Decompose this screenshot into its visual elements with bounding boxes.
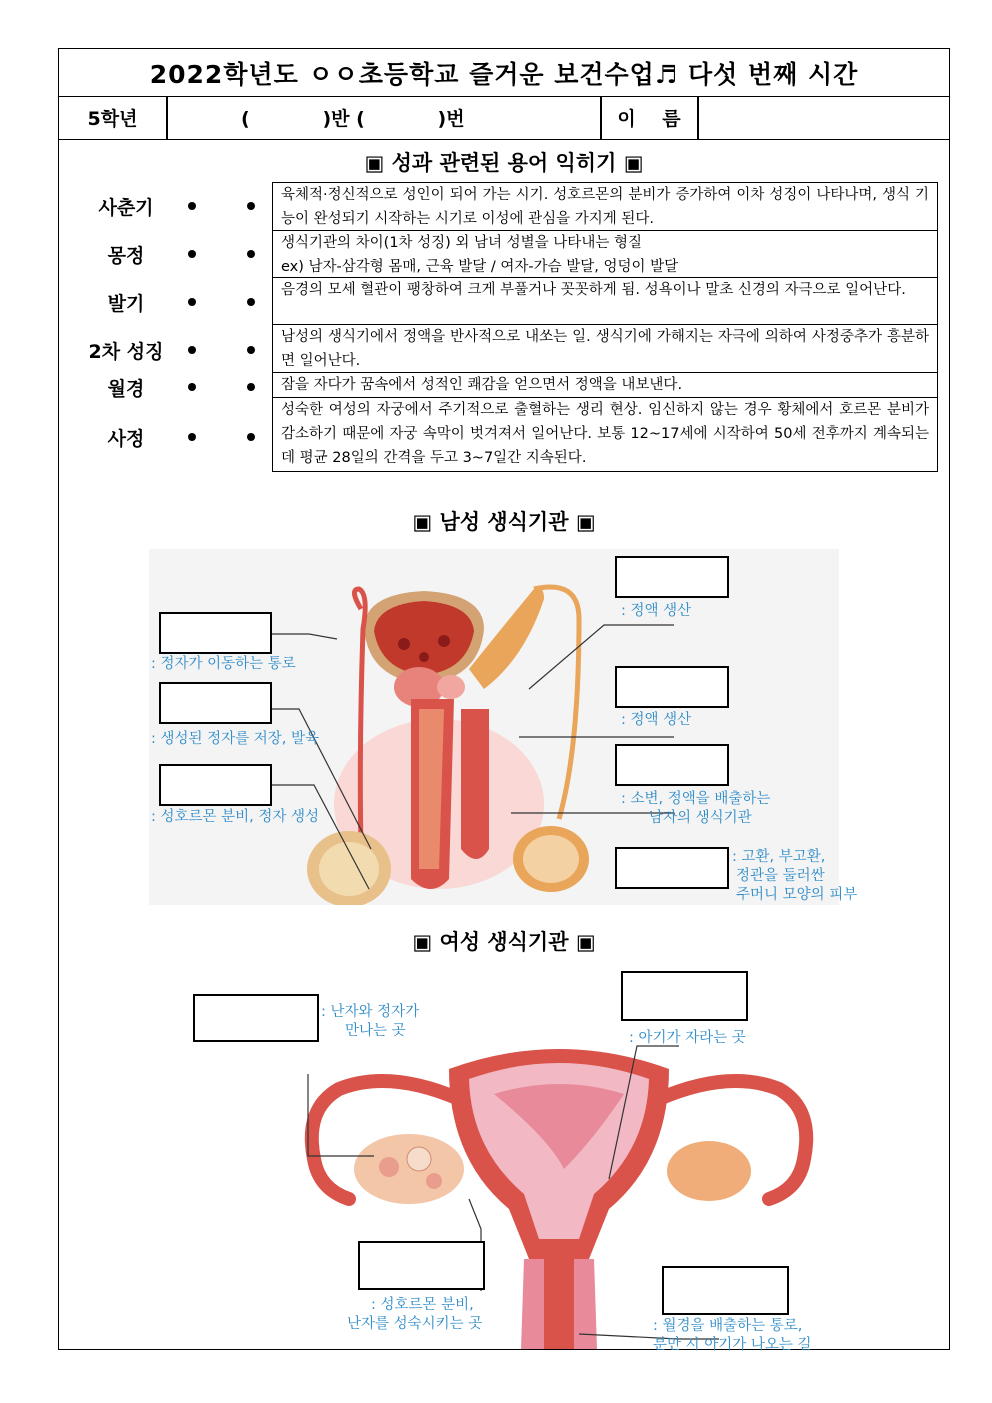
definition-dot[interactable]: [247, 433, 255, 441]
worksheet-title: 2022학년도 ㅇㅇ초등학교 즐거운 보건수업♬ 다섯 번째 시간: [59, 49, 949, 97]
caption-vagina: : 월경을 배출하는 통로, 분만 시 아기가 나오는 길: [653, 1318, 812, 1353]
caption-scrotum: : 고환, 부고환, 정관을 둘러싼 주머니 모양의 피부: [732, 849, 858, 903]
name-field[interactable]: [699, 96, 949, 139]
answer-box-seminal-vesicle[interactable]: [615, 556, 729, 598]
definition-puberty: 육체적·정신적으로 성인이 되어 가는 시기. 성호르몬의 분비가 증가하여 이차 성징이 나타나며, 생식 기능이 완성되기 시작하는 시기로 이성에 관심을 가지게 된다.: [272, 182, 938, 231]
term-dot[interactable]: [188, 383, 196, 391]
definition-ejaculation: 남성의 생식기에서 정액을 반사적으로 내쏘는 일. 생식기에 가해지는 자극에 의하여 사정중추가 흥분하면 일어난다.: [272, 324, 938, 373]
term-ejaculation: 사정: [107, 428, 145, 450]
female-section-title: ▣ 여성 생식기관 ▣: [412, 930, 596, 954]
term-puberty: 사춘기: [98, 197, 154, 219]
definition-secondary-sex: 생식기관의 차이(1차 성징) 외 남녀 성별을 나타내는 형질 ex) 남자-삼각형 몸매, 근육 발달 / 여자-가슴 발달, 엉덩이 발달: [272, 230, 938, 278]
answer-box-vagina[interactable]: [662, 1266, 789, 1315]
class-number-field[interactable]: ( )반 ( )번: [241, 108, 465, 130]
definition-dot[interactable]: [247, 202, 255, 210]
answer-box-epididymis[interactable]: [159, 682, 272, 724]
term-erection: 발기: [107, 293, 145, 315]
term-menstruation: 월경: [107, 378, 145, 400]
caption-uterus: : 아기가 자라는 곳: [629, 1030, 746, 1046]
answer-box-vas-deferens[interactable]: [159, 612, 272, 654]
caption-fallopian-tube: : 난자와 정자가 만나는 곳: [321, 1004, 420, 1039]
answer-box-penis[interactable]: [615, 744, 729, 786]
grade-label: 5학년: [87, 108, 138, 130]
caption-testis: : 성호르몬 분비, 정자 생성: [151, 809, 320, 825]
definition-wet-dream: 잠을 자다가 꿈속에서 성적인 쾌감을 얻으면서 정액을 내보낸다.: [272, 372, 938, 398]
caption-prostate: : 정액 생산: [621, 712, 692, 728]
definition-erection: 음경의 모세 혈관이 팽창하여 크게 부풀거나 꼿꼿하게 됨. 성욕이나 말초 신경의 자극으로 일어난다.: [272, 277, 938, 325]
terms-section-title: ▣ 성과 관련된 용어 익히기 ▣: [364, 151, 644, 175]
definition-dot[interactable]: [247, 250, 255, 258]
worksheet-frame: [58, 48, 950, 1353]
term-dot[interactable]: [188, 202, 196, 210]
answer-box-testis[interactable]: [159, 764, 272, 806]
term-dot[interactable]: [188, 433, 196, 441]
term-dot[interactable]: [188, 298, 196, 306]
definition-menstruation: 성숙한 여성의 자궁에서 주기적으로 출혈하는 생리 현상. 임신하지 않는 경우 황체에서 호르몬 분비가 감소하기 때문에 자궁 속막이 벗겨져서 일어난다. 보통 12~17세에 시작하여 50세 전후까지 계속되는데 평균 28일의 간격을 두고 3~7일간 지속된다.: [272, 397, 938, 472]
name-label: 이 름: [617, 108, 681, 130]
answer-box-prostate[interactable]: [615, 666, 729, 708]
caption-epididymis: : 생성된 정자를 저장, 발육: [151, 731, 320, 747]
term-dot[interactable]: [188, 346, 196, 354]
definition-dot[interactable]: [247, 346, 255, 354]
male-section-title: ▣ 남성 생식기관 ▣: [412, 510, 596, 534]
answer-box-uterus[interactable]: [621, 971, 748, 1021]
term-wet-dream: 몽정: [107, 245, 145, 267]
caption-vas-deferens: : 정자가 이동하는 통로: [151, 656, 296, 672]
answer-box-scrotum[interactable]: [615, 847, 729, 889]
student-info-row: [59, 96, 949, 140]
caption-seminal-vesicle: : 정액 생산: [621, 603, 692, 619]
caption-penis: : 소변, 정액을 배출하는 남자의 생식기관: [621, 791, 771, 826]
definition-dot[interactable]: [247, 298, 255, 306]
answer-box-ovary[interactable]: [358, 1241, 485, 1290]
term-secondary-sex: 2차 성징: [88, 341, 164, 363]
term-dot[interactable]: [188, 250, 196, 258]
caption-ovary: : 성호르몬 분비, 난자를 성숙시키는 곳: [347, 1297, 483, 1332]
definition-dot[interactable]: [247, 383, 255, 391]
answer-box-fallopian-tube[interactable]: [193, 994, 319, 1042]
